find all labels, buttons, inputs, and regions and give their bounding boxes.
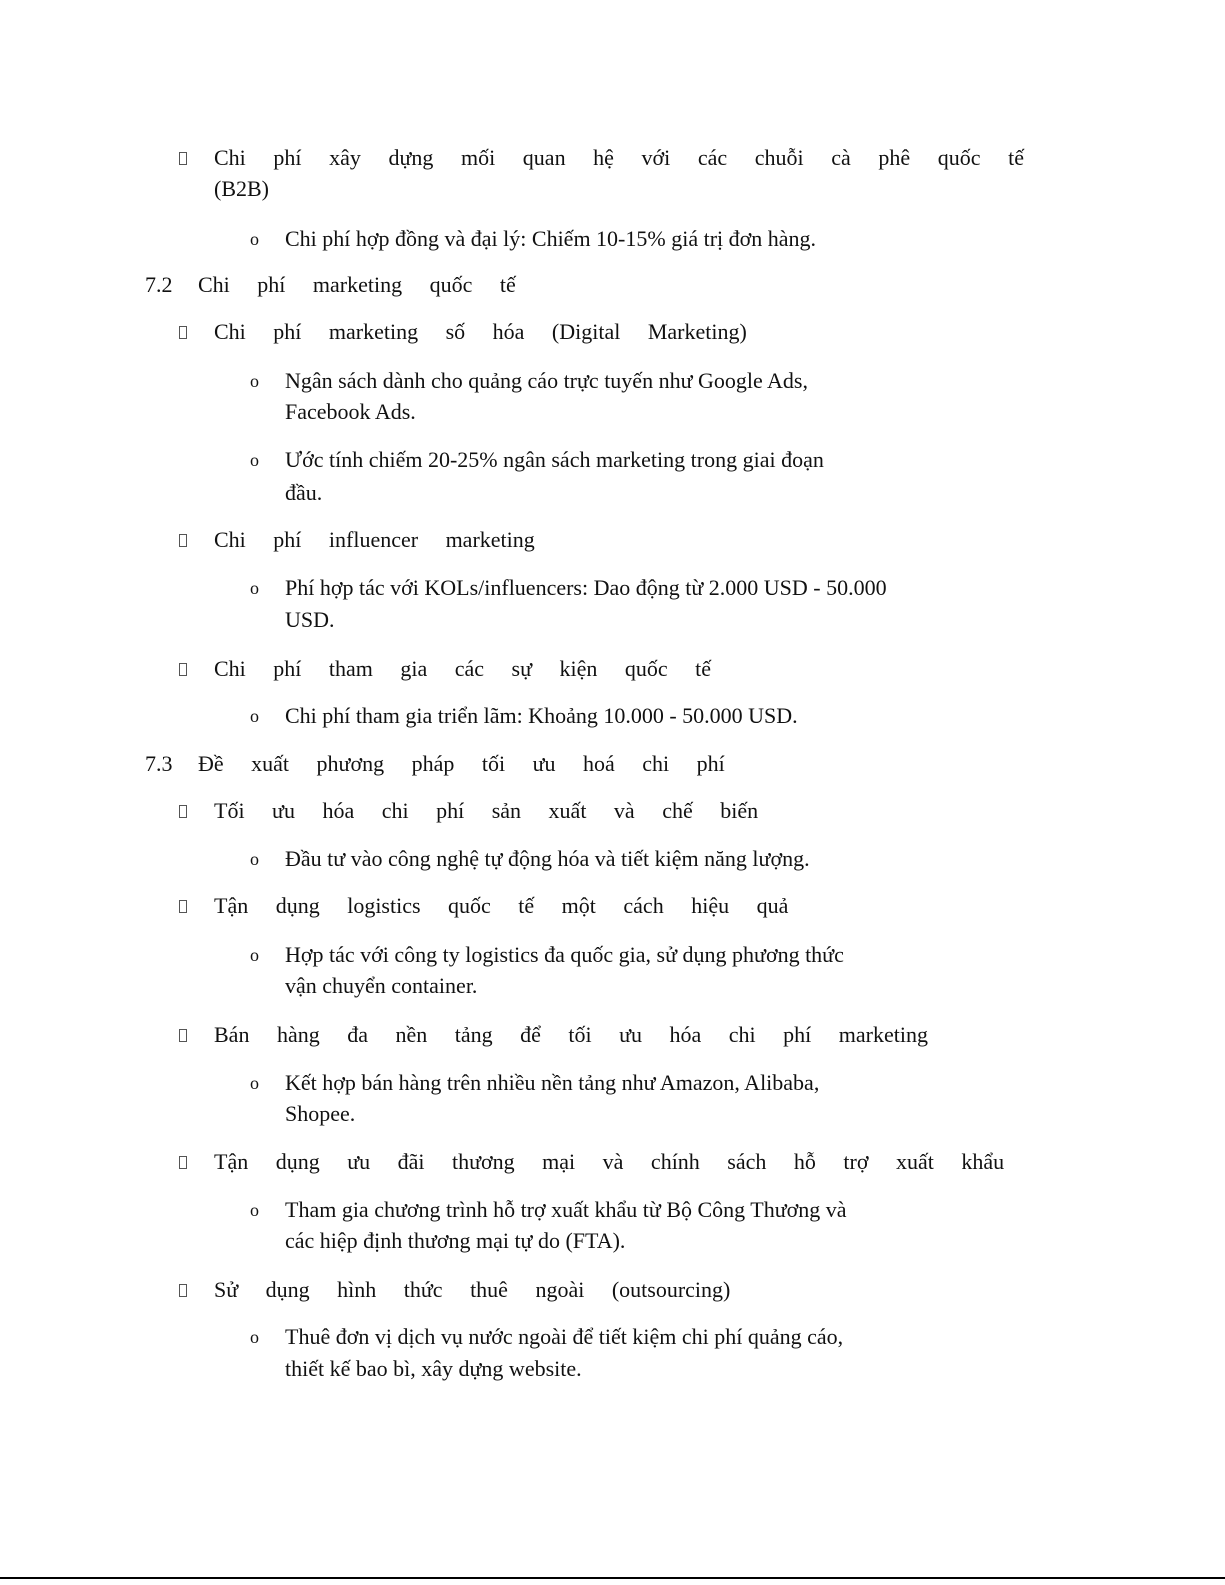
page-bottom-border xyxy=(0,1577,1225,1579)
square-bullet-icon xyxy=(179,1274,187,1306)
o-bullet: o xyxy=(250,1073,259,1093)
bullet-outsourcing: Sử dụng hình thức thuê ngoài (outsourcing) xyxy=(214,1277,731,1302)
o-bullet: o xyxy=(250,706,259,726)
square-bullet-icon xyxy=(179,890,187,922)
sub-bullet-contract: Chi phí hợp đồng và đại lý: Chiếm 10-15% giá trị đơn hàng. xyxy=(285,226,817,251)
o-bullet: o xyxy=(250,1200,259,1220)
sub-bullet-kol-line1: Phí hợp tác với KOLs/influencers: Dao động từ 2.000 USD - 50.000 xyxy=(285,575,887,600)
bullet-logistics: Tận dụng logistics quốc tế một cách hiệu quả xyxy=(214,893,789,918)
o-bullet: o xyxy=(250,450,259,470)
section-number-7-2: 7.2 xyxy=(145,272,173,297)
bullet-b2b-line2: (B2B) xyxy=(214,176,269,201)
square-bullet-icon xyxy=(179,653,187,685)
square-bullet-icon xyxy=(179,1019,187,1051)
sub-bullet-budget-line1: Ước tính chiếm 20-25% ngân sách marketing trong giai đoạn xyxy=(285,447,824,472)
o-bullet: o xyxy=(250,229,259,249)
o-bullet: o xyxy=(250,371,259,391)
section-title-7-2: Chi phí marketing quốc tế xyxy=(198,272,516,297)
section-title-7-3: Đề xuất phương pháp tối ưu hoá chi phí xyxy=(198,751,725,776)
square-bullet-icon xyxy=(179,316,187,348)
o-bullet: o xyxy=(250,945,259,965)
bullet-digital-marketing: Chi phí marketing số hóa (Digital Marketing) xyxy=(214,319,747,344)
sub-bullet-outsource-line1: Thuê đơn vị dịch vụ nước ngoài để tiết kiệm chi phí quảng cáo, xyxy=(285,1324,844,1349)
square-bullet-icon xyxy=(179,795,187,827)
sub-bullet-kol-line2: USD. xyxy=(285,607,335,632)
o-bullet: o xyxy=(250,578,259,598)
sub-bullet-platforms-line1: Kết hợp bán hàng trên nhiều nền tảng như Amazon, Alibaba, xyxy=(285,1070,820,1095)
section-number-7-3: 7.3 xyxy=(145,751,173,776)
sub-bullet-budget-line2: đầu. xyxy=(285,480,323,505)
bullet-trade-incentives: Tận dụng ưu đãi thương mại và chính sách hỗ trợ xuất khẩu xyxy=(214,1149,1005,1174)
bullet-events: Chi phí tham gia các sự kiện quốc tế xyxy=(214,656,712,681)
o-bullet: o xyxy=(250,849,259,869)
bullet-influencer: Chi phí influencer marketing xyxy=(214,527,535,552)
sub-bullet-logistics-line1: Hợp tác với công ty logistics đa quốc gia, sử dụng phương thức xyxy=(285,942,844,967)
sub-bullet-logistics-line2: vận chuyển container. xyxy=(285,973,478,998)
sub-bullet-ads-line1: Ngân sách dành cho quảng cáo trực tuyến như Google Ads, xyxy=(285,368,808,393)
sub-bullet-platforms-line2: Shopee. xyxy=(285,1101,356,1126)
square-bullet-icon xyxy=(179,142,187,174)
bullet-production-cost: Tối ưu hóa chi phí sản xuất và chế biến xyxy=(214,798,759,823)
sub-bullet-outsource-line2: thiết kế bao bì, xây dựng website. xyxy=(285,1356,582,1381)
sub-bullet-fta-line2: các hiệp định thương mại tự do (FTA). xyxy=(285,1228,626,1253)
square-bullet-icon xyxy=(179,524,187,556)
bullet-b2b-line1: Chi phí xây dựng mối quan hệ với các chuỗi cà phê quốc tế xyxy=(214,145,1024,170)
sub-bullet-exhibition: Chi phí tham gia triển lãm: Khoảng 10.000 - 50.000 USD. xyxy=(285,703,798,728)
bullet-multi-platform: Bán hàng đa nền tảng để tối ưu hóa chi phí marketing xyxy=(214,1022,928,1047)
sub-bullet-fta-line1: Tham gia chương trình hỗ trợ xuất khẩu từ Bộ Công Thương và xyxy=(285,1197,847,1222)
sub-bullet-automation: Đầu tư vào công nghệ tự động hóa và tiết kiệm năng lượng. xyxy=(285,846,810,871)
square-bullet-icon xyxy=(179,1146,187,1178)
o-bullet: o xyxy=(250,1327,259,1347)
sub-bullet-ads-line2: Facebook Ads. xyxy=(285,399,416,424)
